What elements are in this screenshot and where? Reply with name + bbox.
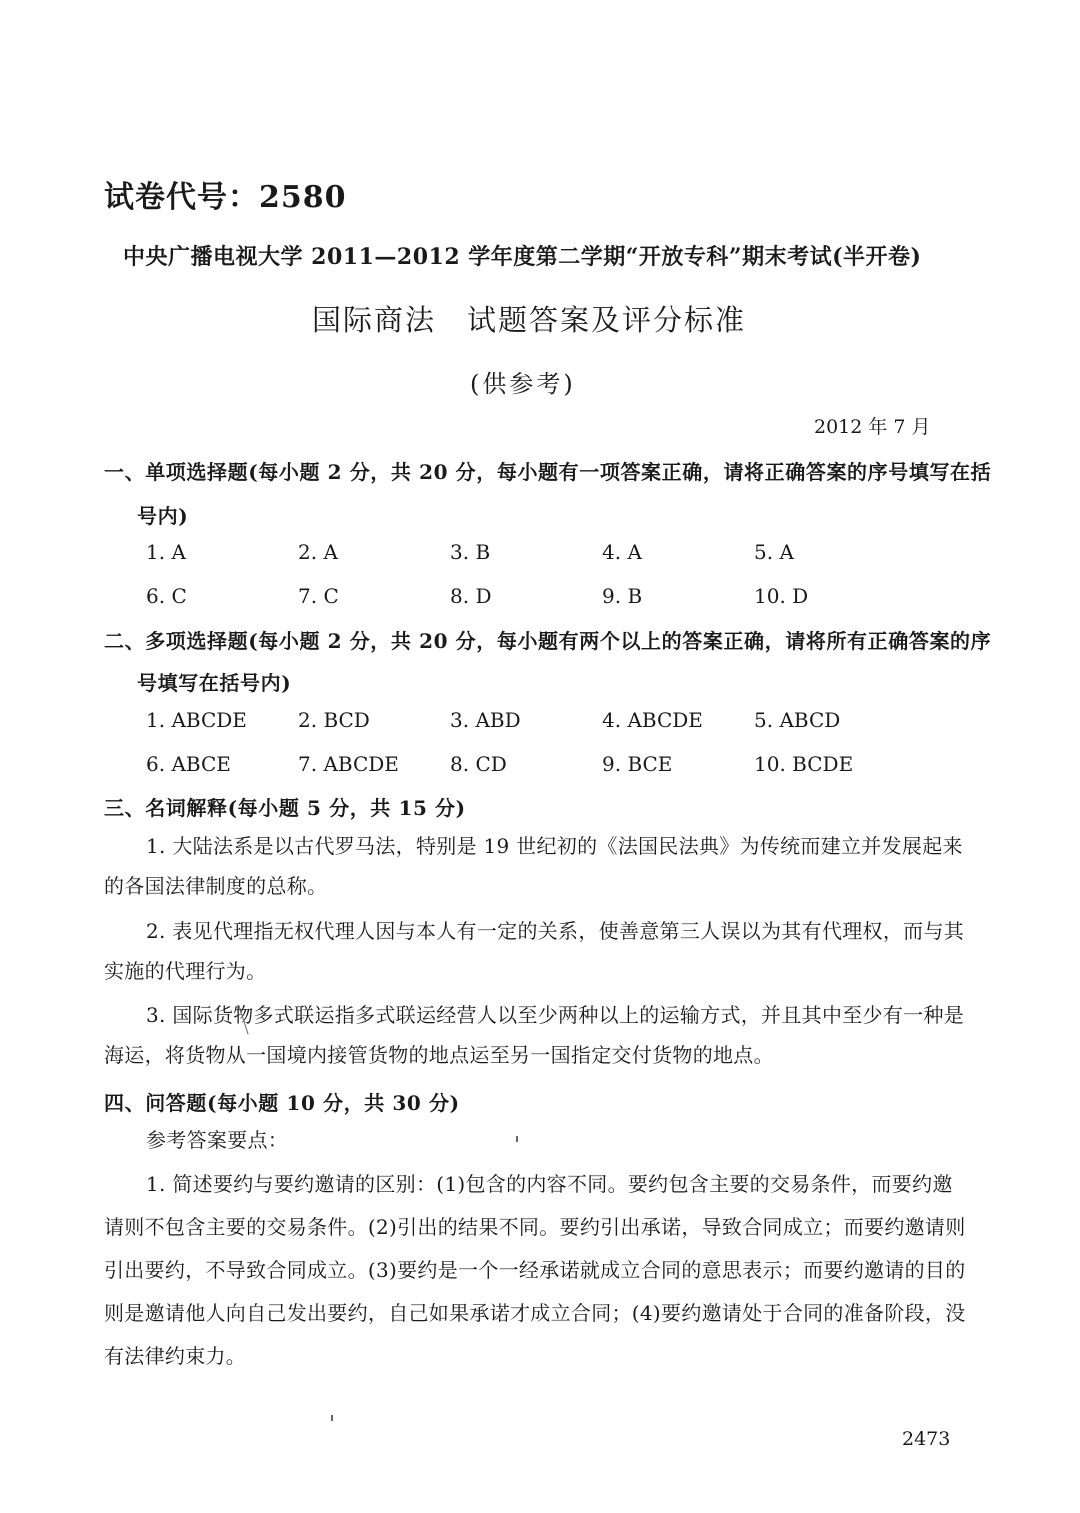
page-number: 2473: [902, 1428, 951, 1450]
course-title: 国际商法 试题答案及评分标准: [312, 303, 747, 337]
multi-choice-answers: [146, 708, 906, 776]
answer-item: 4. ABCDE: [602, 708, 703, 732]
answer-item: 5. A: [754, 540, 794, 564]
section-heading-questions: 四、问答题(每小题 10 分，共 30 分): [104, 1091, 460, 1115]
section-heading-single-choice: 一、单项选择题(每小题 2 分，共 20 分，每小题有一项答案正确，请将正确答案的序号填写在括: [104, 460, 992, 484]
answer-item: 1. ABCDE: [146, 708, 247, 732]
single-choice-answers: [146, 540, 906, 608]
section-heading-multi-choice-cont: 号填写在括号内): [137, 671, 292, 695]
answer-points-label: 参考答案要点：: [146, 1128, 289, 1152]
scan-mark: [516, 1136, 518, 1142]
answer-item: 7. ABCDE: [298, 752, 399, 776]
answer-item: 8. CD: [450, 752, 507, 776]
exam-date: 2012 年 7 月: [814, 416, 931, 438]
answer-item: 2. BCD: [298, 708, 370, 732]
exam-title: 中央广播电视大学 2011—2012 学年度第二学期“开放专科”期末考试(半开卷): [123, 244, 922, 270]
term-definition: 3. 国际货物多式联运指多式联运经营人以至少两种以上的运输方式，并且其中至少有一种是海运，将货物从一国境内接管货物的地点运至另一国指定交付货物的地点。: [104, 1003, 965, 1067]
section-heading-multi-choice: 二、多项选择题(每小题 2 分，共 20 分，每小题有两个以上的答案正确，请将所有正确答案的序: [104, 629, 992, 653]
reference-note: (供参考): [470, 370, 576, 398]
term-definition: 1. 大陆法系是以古代罗马法，特别是 19 世纪初的《法国民法典》为传统而建立并发展起来的各国法律制度的总称。: [104, 834, 963, 898]
section-heading-terms: 三、名词解释(每小题 5 分，共 15 分): [104, 796, 466, 820]
term-definition: 2. 表见代理指无权代理人因与本人有一定的关系，使善意第三人误以为其有代理权，而与其实施的代理行为。: [104, 919, 965, 983]
answer-item: 6. C: [146, 584, 187, 608]
answer-item: 3. ABD: [450, 708, 521, 732]
scan-mark: [331, 1415, 333, 1421]
answer-item: 5. ABCD: [754, 708, 841, 732]
answer-item: 6. ABCE: [146, 752, 231, 776]
answer-item: 8. D: [450, 584, 492, 608]
answer-item: 2. A: [298, 540, 338, 564]
answer-item: 10. D: [754, 584, 809, 608]
answer-paragraph: 1. 简述要约与要约邀请的区别：(1)包含的内容不同。要约包含主要的交易条件，而要约邀请则不包含主要的交易条件。(2)引出的结果不同。要约引出承诺，导致合同成立；而要约邀请则引出要约，不导致合同成立。(3)要约是一个一经承诺就成立合同的意思表示；而要约邀请的目的则是邀请他人向自己发出要约，自己如果承诺才成立合同；(4)要约邀请处于合同的准备阶段，没有法律约束力。: [104, 1172, 966, 1368]
answer-item: 9. BCE: [602, 752, 673, 776]
answer-item: 10. BCDE: [754, 752, 854, 776]
answer-item: 3. B: [450, 540, 491, 564]
answer-item: 9. B: [602, 584, 643, 608]
answer-item: 4. A: [602, 540, 642, 564]
exam-code: 试卷代号：2580: [104, 180, 347, 215]
answer-item: 7. C: [298, 584, 339, 608]
answer-item: 1. A: [146, 540, 186, 564]
section-heading-single-choice-cont: 号内): [137, 504, 189, 528]
